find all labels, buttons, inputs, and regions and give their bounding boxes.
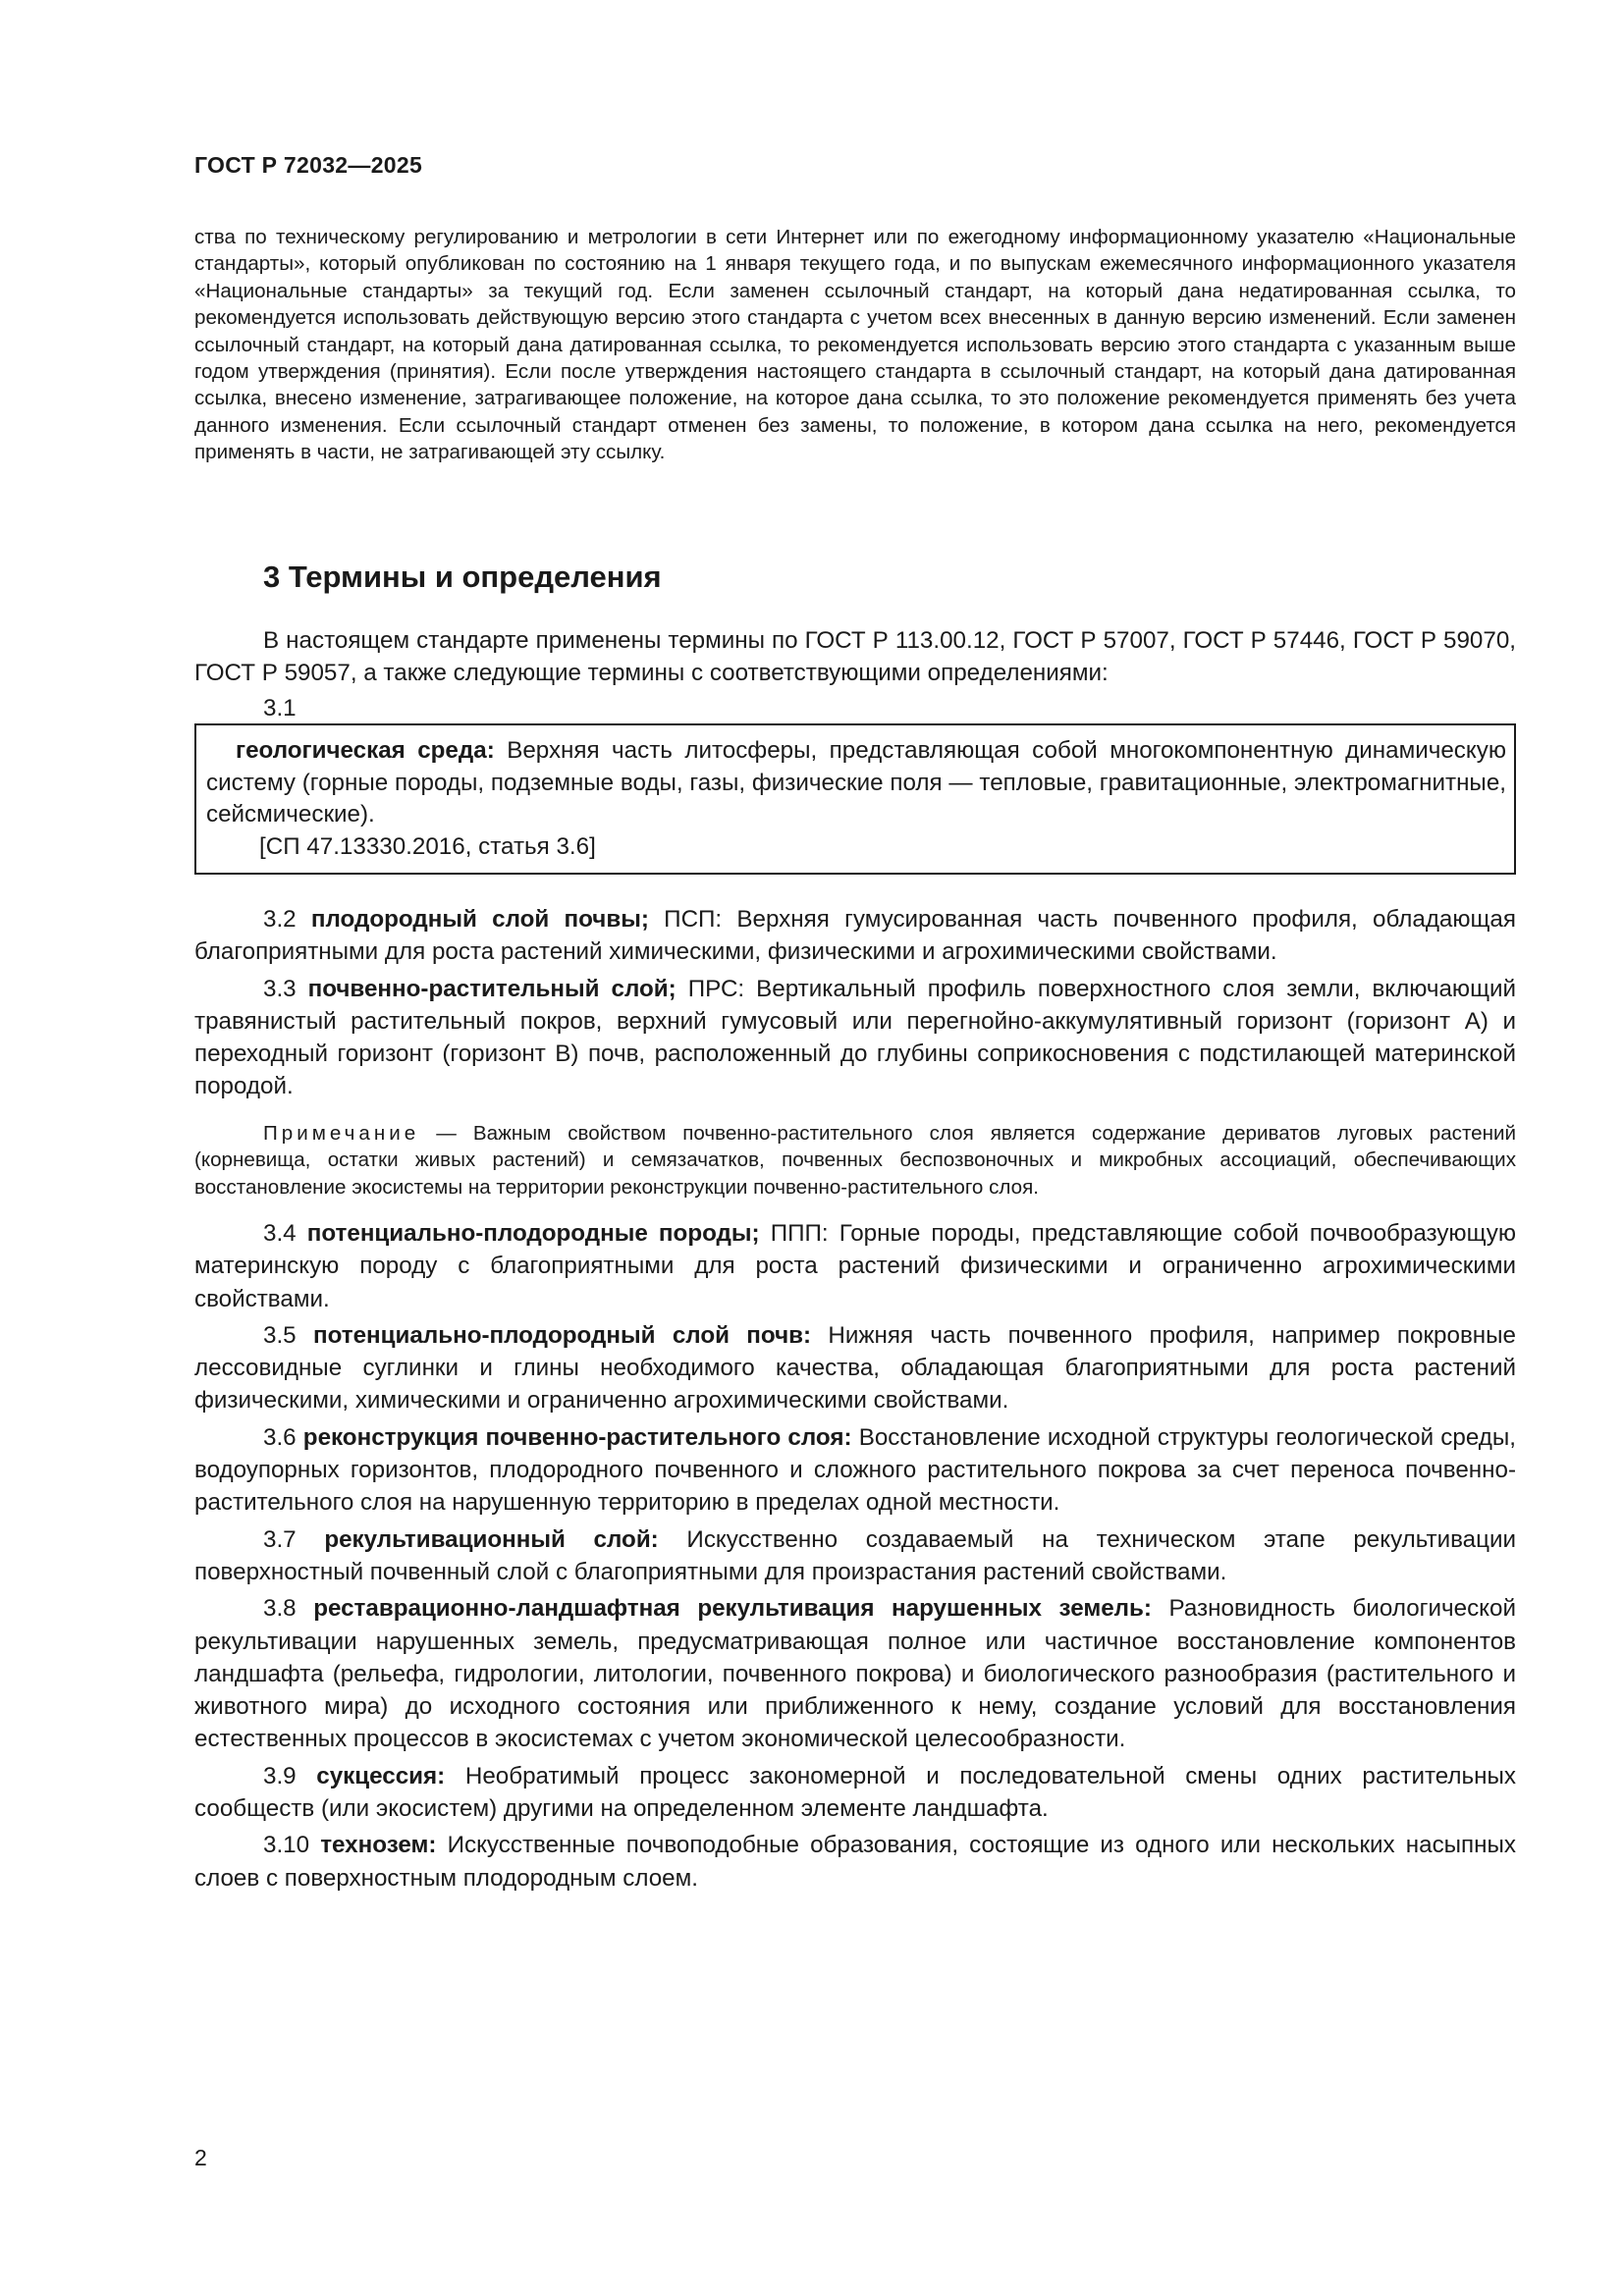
term-name: реконструкция почвенно-растительного слоя: [302,1423,852,1451]
term-name: почвенно-растительный слой; [307,975,677,1002]
intro-paragraph: ства по техническому регулированию и метрологии в сети Интернет или по ежегодному информационному указателю «Национальные стандарты», который опубликован по состоянию на 1 января текущего года, и по выпускам ежемесячного информационного указателя «Национальные стандарты» за текущий год. Если заменен ссылочный стандарт, на который дана недатированная ссылка, то рекомендуется использовать действующую версию этого стандарта с учетом всех внесенных в данную версию изменений. Если заменен ссылочный стандарт, на который дана датированная ссылка, то рекомендуется использовать версию этого стандарта с указанным выше годом утверждения (принятия). Если после утверждения настоящего стандарта в ссылочный стандарт, на который дана датированная ссылка, внесено изменение, затрагивающее положение, на которое дана ссылка, то это положение рекомендуется применять без учета данного изменения. Если ссылочный стандарт отменен без замены, то положение, в котором дана ссылка на него, рекомендуется применять в части, не затрагивающей эту ссылку. [194,226,1516,464]
term-name: реставрационно-ландшафтная рекультивация нарушенных земель: [313,1595,1152,1623]
document-header: ГОСТ Р 72032—2025 [194,152,423,178]
term-text: ПРС: Вертикальный профиль поверхностного слоя земли, включающий травянистый растительный покров, верхний гумусовый или перегнойно-аккумулятивный горизонт (горизонт А) и переходный горизонт (горизонт В) почв, расположенный до глубины соприкосновения с подстилающей материнской породой. [194,975,1516,1100]
note [194,1120,1516,1201]
term-text: Разновидность биологической рекультивации нарушенных земель, предусматривающая полное или частичное восстановление компонентов ландшафта (рельефа, гидрологии, литологии, почвенного покрова) и биологического разнообразия (растительного и животного мира) до исходного состояния или приближенного к нему, создание условий для восстановления естественных процессов в экосистемах с учетом экономической целесообразности. [194,1595,1516,1753]
term-name: потенциально-плодородный слой почв: [312,1321,812,1349]
term-item: 3.2 плодородный слой почвы; ПСП: Верхняя гумусированная часть почвенного профиля, обладающая благоприятными для роста растений химическими, физическими и агрохимическими свойствами. [194,906,1516,966]
boxed-term [194,723,1516,875]
term-name: рекультивационный слой: [324,1525,659,1553]
term-item: 3.3 почвенно-растительный слой; ПРС: Вертикальный профиль поверхностного слоя земли, включающий травянистый растительный покров, верхний гумусовый или перегнойно-аккумулятивный горизонт (горизонт А) и переходный горизонт (горизонт В) почв, расположенный до глубины соприкосновения с подстилающей материнской породой. [194,975,1516,1100]
term-text: Необратимый процесс закономерной и последовательной смены одних растительных сообществ (или экосистем) другими на определенном элементе ландшафта. [194,1762,1516,1823]
term-name: потенциально-плодородные породы; [306,1220,760,1247]
term-item: 3.7 рекультивационный слой: Искусственно создаваемый на техническом этапе рекультивации поверхностный почвенный слой с благоприятными для произрастания растений свойствами. [194,1525,1516,1585]
section-lead: В настоящем стандарте применены термины по ГОСТ Р 113.00.12, ГОСТ Р 57007, ГОСТ Р 57446, ГОСТ Р 59070, ГОСТ Р 59057, а также следующие термины с соответствующими определениями: [194,627,1516,686]
term-definition [206,735,1506,831]
term-item: 3.9 сукцессия: Необратимый процесс закономерной и последовательной смены одних растительных сообществ (или экосистем) другими на определенном элементе ландшафта. [194,1762,1516,1823]
terms-list [194,903,1516,1895]
term-source: [СП 47.13330.2016, статья 3.6] [259,832,596,860]
term-text: Восстановление исходной структуры геологической среды, водоупорных горизонтов, плодородного почвенного и сложного растительного покрова за счет переноса почвенно-растительного слоя на нарушенную территорию в пределах одной местности. [194,1423,1516,1517]
term-text: Верхняя часть литосферы, представляющая собой многокомпонентную динамическую систему (горные породы, подземные воды, газы, физические поля — тепловые, гравитационные, электромагнитные, сейсмические). [206,737,1506,828]
term-text: Искусственно создаваемый на техническом этапе рекультивации поверхностный почвенный слой с благоприятными для произрастания растений свойствами. [194,1525,1516,1585]
term-item: 3.10 технозем: Искусственные почвоподобные образования, состоящие из одного или нескольких насыпных слоев с поверхностным плодородным слоем. [194,1832,1516,1892]
term-number: 3.1 [263,695,297,721]
term-name: геологическая среда: [236,737,495,764]
note-label: Примечание [263,1121,420,1145]
note-text: — Важным свойством почвенно-растительного слоя является содержание дериватов луговых растений (корневища, остатки живых растений) и семязачатков, почвенных беспозвоночных и микробных ассоциаций, обеспечивающих восстановление экосистемы на территории реконструкции почвенно-растительного слоя. [194,1121,1516,1199]
term-name: плодородный слой почвы; [310,906,649,933]
term-item: 3.6 реконструкция почвенно-растительного слоя: Восстановление исходной структуры геологической среды, водоупорных горизонтов, плодородного почвенного и сложного растительного покрова за счет переноса почвенно-растительного слоя на нарушенную территорию в пределах одной местности. [194,1423,1516,1517]
term-item: 3.8 реставрационно-ландшафтная рекультивация нарушенных земель: Разновидность биологической рекультивации нарушенных земель, предусматривающая полное или частичное восстановление компонентов ландшафта (рельефа, гидрологии, литологии, почвенного покрова) и биологического разнообразия (растительного и животного мира) до исходного состояния или приближенного к нему, создание условий для восстановления естественных процессов в экосистемах с учетом экономической целесообразности. [194,1595,1516,1753]
term-name: сукцессия: [316,1762,446,1789]
term-text: Нижняя часть почвенного профиля, например покровные лессовидные суглинки и глины необходимого качества, обладающая благоприятными для роста растений физическими, химическими и ограниченно агрохимическими свойствами. [194,1321,1516,1415]
term-text: ПСП: Верхняя гумусированная часть почвенного профиля, обладающая благоприятными для роста растений химическими, физическими и агрохимическими свойствами. [194,906,1516,966]
term-text: Искусственные почвоподобные образования, состоящие из одного или нескольких насыпных слоев с поверхностным плодородным слоем. [194,1832,1516,1892]
page-number: 2 [194,2145,207,2170]
term-text: ППП: Горные породы, представляющие собой почвообразующую материнскую породу с благоприятными для роста растений физическими и ограниченно агрохимическими свойствами. [194,1220,1516,1312]
section-title: 3 Термины и определения [263,560,662,594]
term-name: технозем: [320,1832,437,1859]
term-item: 3.4 потенциально-плодородные породы; ППП: Горные породы, представляющие собой почвообразующую материнскую породу с благоприятными для роста растений физическими и ограниченно агрохимическими свойствами. [194,1220,1516,1312]
term-item: 3.5 потенциально-плодородный слой почв: Нижняя часть почвенного профиля, например покровные лессовидные суглинки и глины необходимого качества, обладающая благоприятными для роста растений физическими, химическими и ограниченно агрохимическими свойствами. [194,1321,1516,1415]
